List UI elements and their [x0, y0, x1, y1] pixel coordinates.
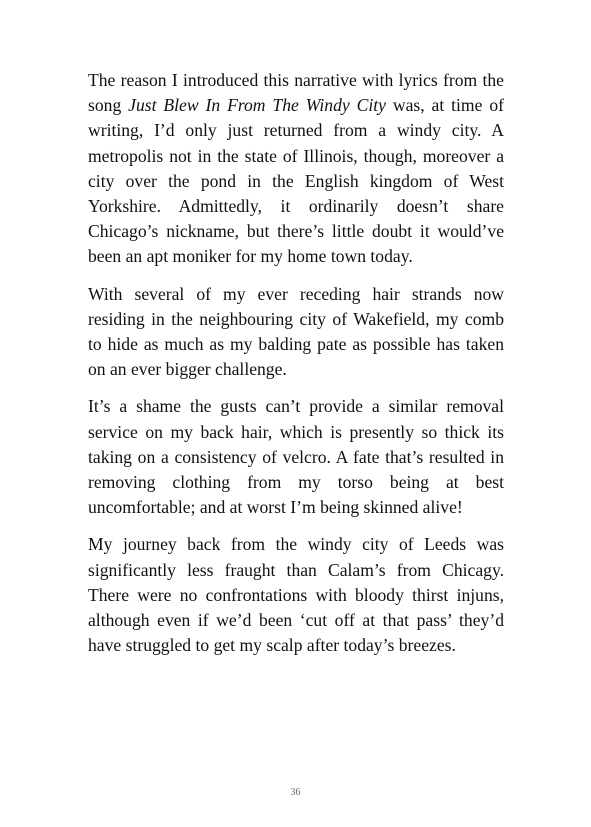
paragraph-3: It’s a shame the gusts can’t provide a similar removal service on my back hair, which is presently so thick its taking on a consistency of velcro. A fate that’s resulted in removing clothing from my torso being at best uncomfortable; and at worst I’m being skinned alive! — [88, 396, 504, 518]
paragraph-2: With several of my ever receding hair strands now residing in the neighbouring city of Wakefield, my comb to hide as much as my balding pate as possible has taken on an ever bigger challenge. — [88, 283, 504, 380]
body-text — [88, 68, 504, 670]
song-title: Just Blew In From The Windy City — [128, 95, 386, 116]
page-number: 36 — [290, 787, 301, 798]
paragraph-1 — [88, 68, 504, 270]
paragraph-1-before: The reason I introduced this narrative with lyrics from the song — [88, 70, 504, 116]
paragraph-1-after: was, at time of writing, I’d only just returned from a windy city. A metropolis not in the state of Illinois, though, moreover a city over the pond in the English kingdom of West Yorkshire. Admittedly, it ordinarily doesn’t share Chicago’s nickname, but there’s little doubt it would’ve been an apt moniker for my home town today. — [88, 95, 504, 267]
paragraph-4: My journey back from the windy city of Leeds was significantly less fraught than Calam’s from Chicagy. There were no confrontations with bloody thirst injuns, although even if we’d been ‘cut off at that pass’ they’d have struggled to get my scalp after today’s breezes. — [88, 534, 504, 656]
